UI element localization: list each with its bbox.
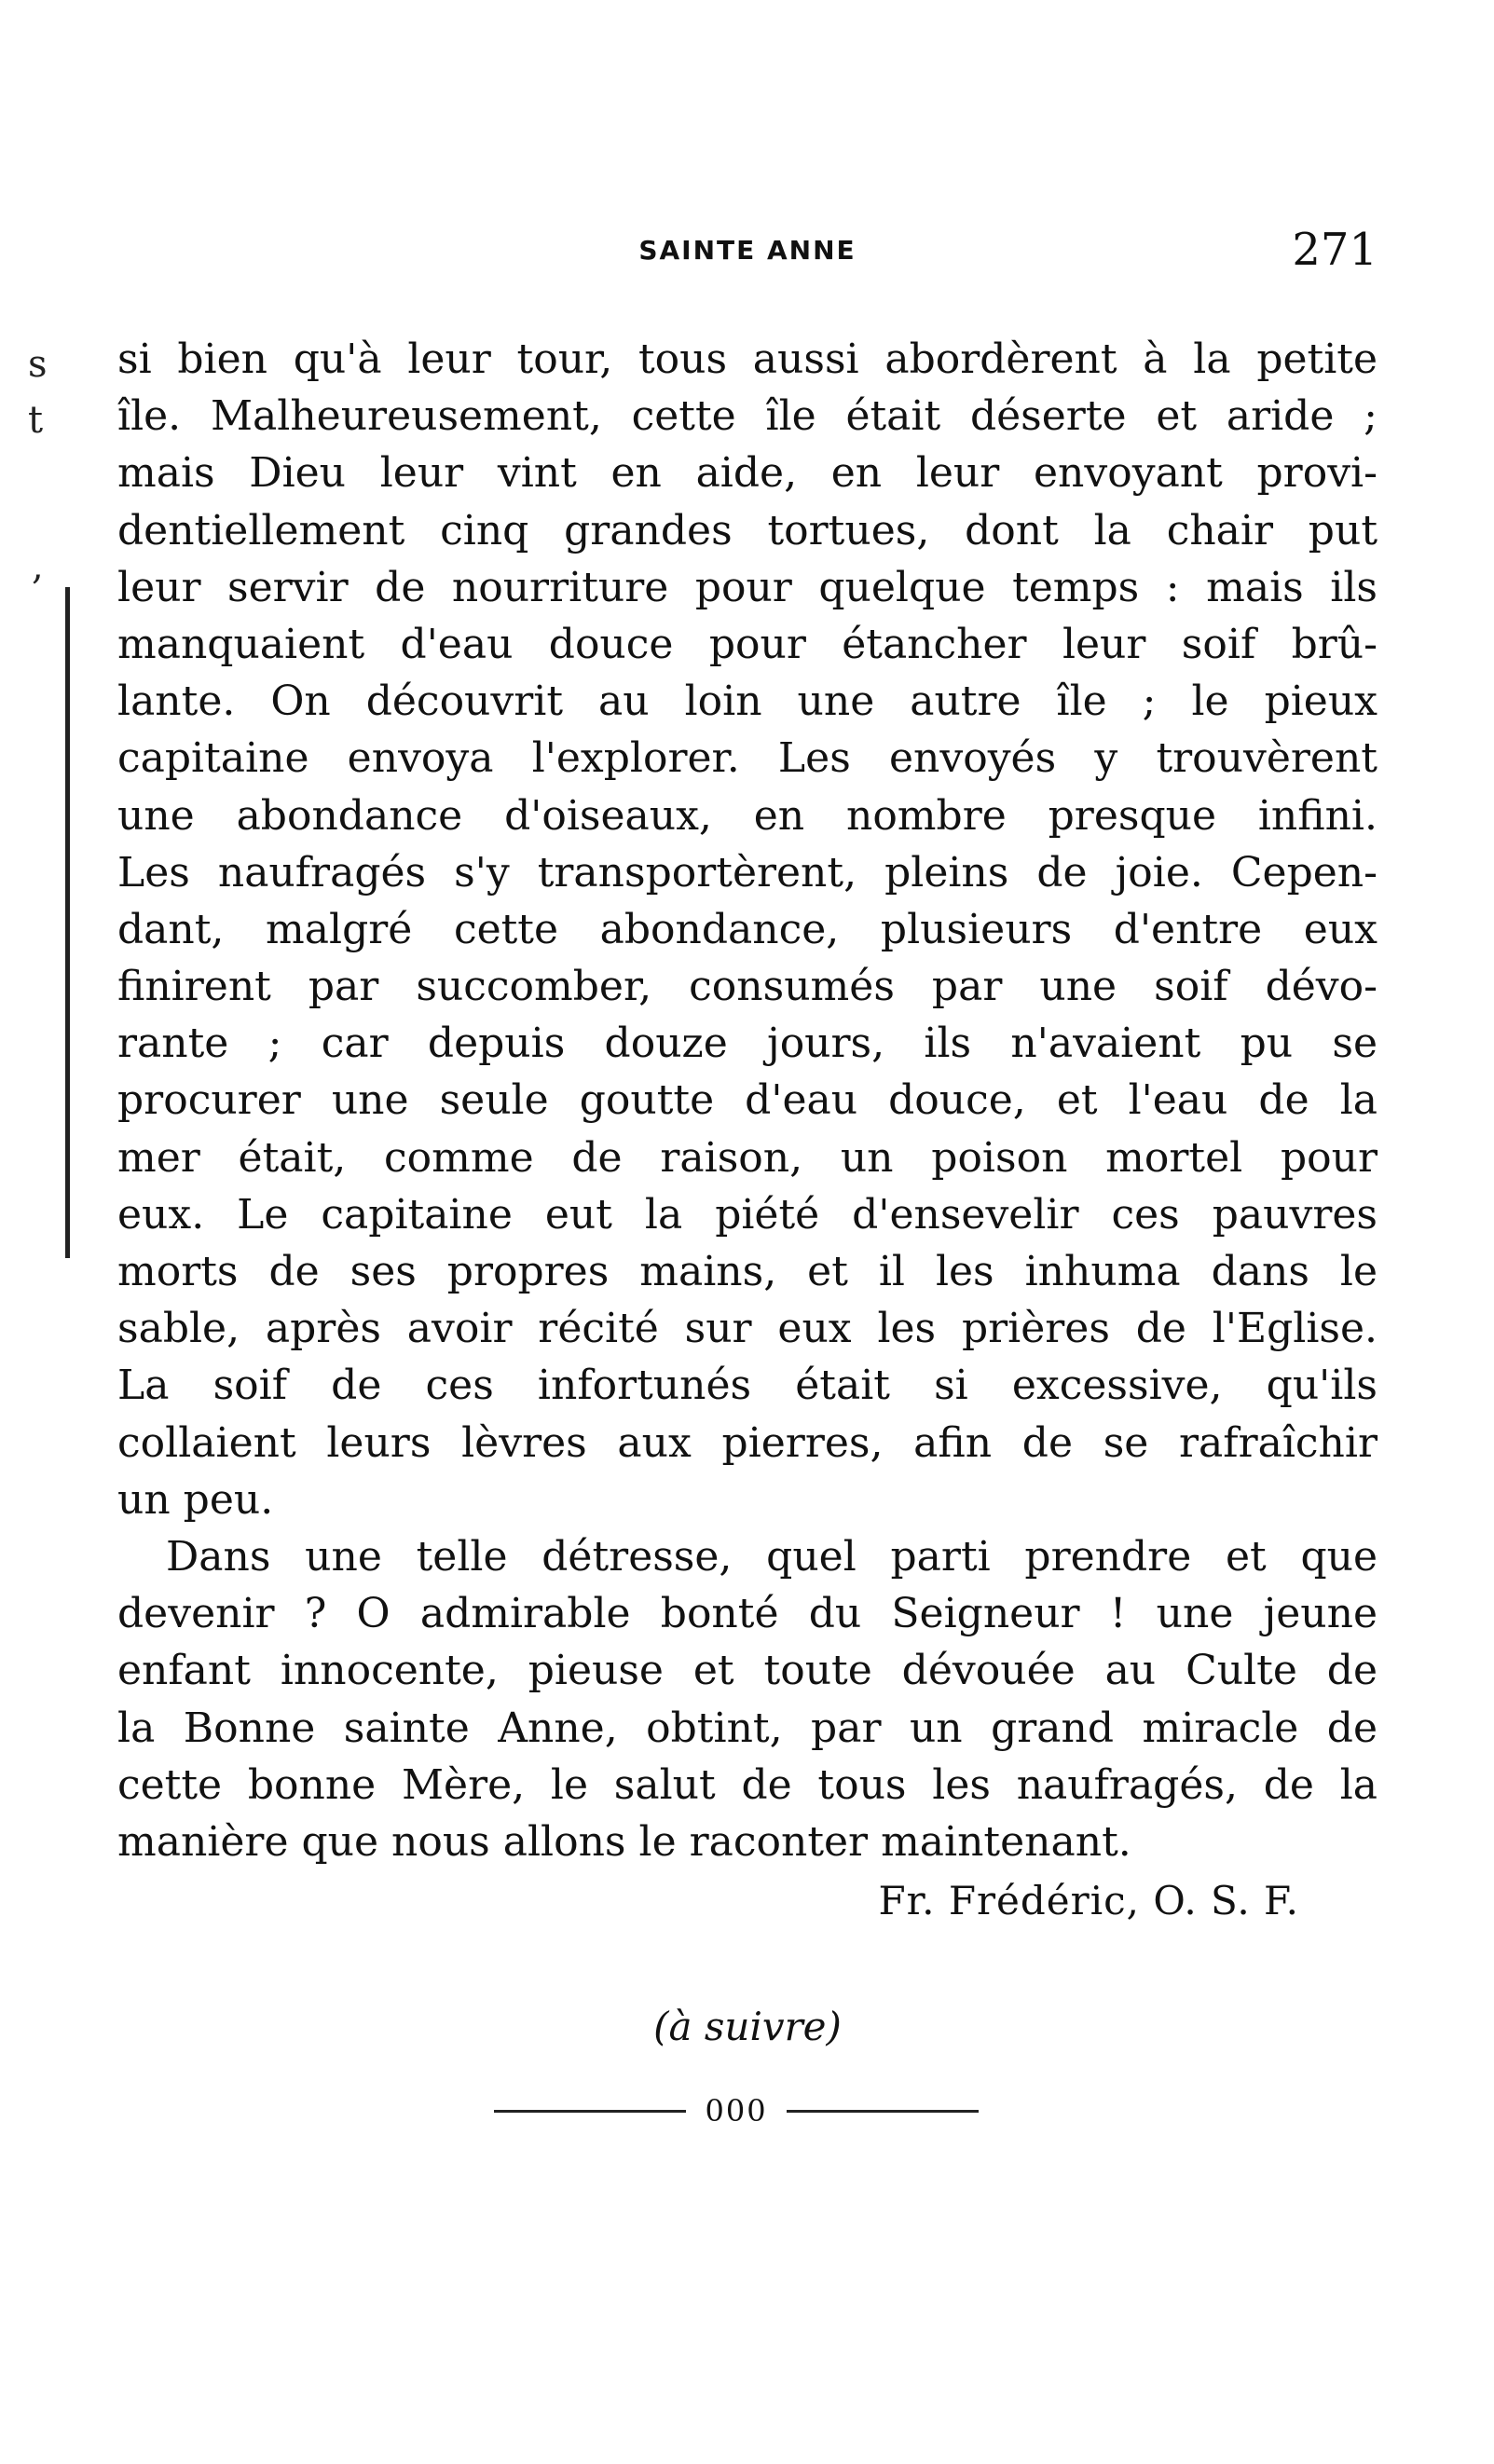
separator-mark: 000 <box>705 2093 768 2129</box>
text-line: devenir ? O admirable bonté du Seigneur ! une jeune <box>117 1590 1377 1638</box>
text-line: manière que nous allons le raconter maintenant. <box>117 1817 1131 1866</box>
text-line: collaient leurs lèvres aux pierres, afin de se rafraîchir <box>117 1418 1377 1467</box>
author-signature: Fr. Frédéric, O. S. F. <box>878 1878 1299 1923</box>
text-line: île. Malheureusement, cette île était déserte et aride ; <box>117 392 1377 441</box>
text-line: dentiellement cinq grandes tortues, dont la chair put <box>117 506 1377 554</box>
page-header <box>117 224 1377 289</box>
running-title: SAINTE ANNE <box>638 235 857 266</box>
margin-mark: , <box>32 545 44 588</box>
text-line: capitaine envoya l'explorer. Les envoyés y trouvèrent <box>117 734 1377 783</box>
text-line: finirent par succomber, consumés par une soif dévo- <box>117 963 1377 1011</box>
text-line: un peu. <box>117 1475 274 1524</box>
text-line: dant, malgré cette abondance, plusieurs d'entre eux <box>117 905 1377 953</box>
margin-mark: s <box>28 343 48 386</box>
separator-rule <box>494 2110 686 2113</box>
text-line: si bien qu'à leur tour, tous aussi abordèrent à la petite <box>117 335 1377 383</box>
text-line: mer était, comme de raison, un poison mortel pour <box>117 1133 1377 1182</box>
separator-rule <box>787 2110 979 2113</box>
text-line: manquaient d'eau douce pour étancher leur soif brû- <box>117 620 1377 668</box>
text-line: cette bonne Mère, le salut de tous les naufragés, de la <box>117 1760 1377 1809</box>
text-line: mais Dieu leur vint en aide, en leur envoyant provi- <box>117 449 1377 498</box>
text-line: une abondance d'oiseaux, en nombre presque infini. <box>117 791 1377 840</box>
text-line: procurer une seule goutte d'eau douce, et l'eau de la <box>117 1076 1377 1125</box>
body-text <box>117 331 1377 1870</box>
text-line: sable, après avoir récité sur eux les prières de l'Eglise. <box>117 1305 1377 1353</box>
text-line: eux. Le capitaine eut la piété d'ensevelir ces pauvres <box>117 1190 1377 1239</box>
section-separator <box>494 2088 979 2134</box>
text-line: rante ; car depuis douze jours, ils n'avaient pu se <box>117 1020 1377 1068</box>
text-line: la Bonne sainte Anne, obtint, par un grand miracle de <box>117 1704 1377 1752</box>
margin-mark: t <box>28 399 44 442</box>
text-line: leur servir de nourriture pour quelque temps : mais ils <box>117 563 1377 611</box>
text-line: lante. On découvrit au loin une autre île ; le pieux <box>117 678 1377 726</box>
text-line: morts de ses propres mains, et il les inhuma dans le <box>117 1248 1377 1295</box>
text-line: La soif de ces infortunés était si excessive, qu'ils <box>117 1362 1377 1410</box>
text-line: Les naufragés s'y transportèrent, pleins de joie. Cepen- <box>117 848 1377 897</box>
page-number: 271 <box>1292 224 1377 276</box>
text-line: Dans une telle détresse, quel parti prendre et que <box>166 1532 1377 1581</box>
margin-rule <box>65 587 70 1258</box>
continued-note: (à suivre) <box>653 2004 842 2049</box>
text-line: enfant innocente, pieuse et toute dévouée au Culte de <box>117 1647 1377 1695</box>
